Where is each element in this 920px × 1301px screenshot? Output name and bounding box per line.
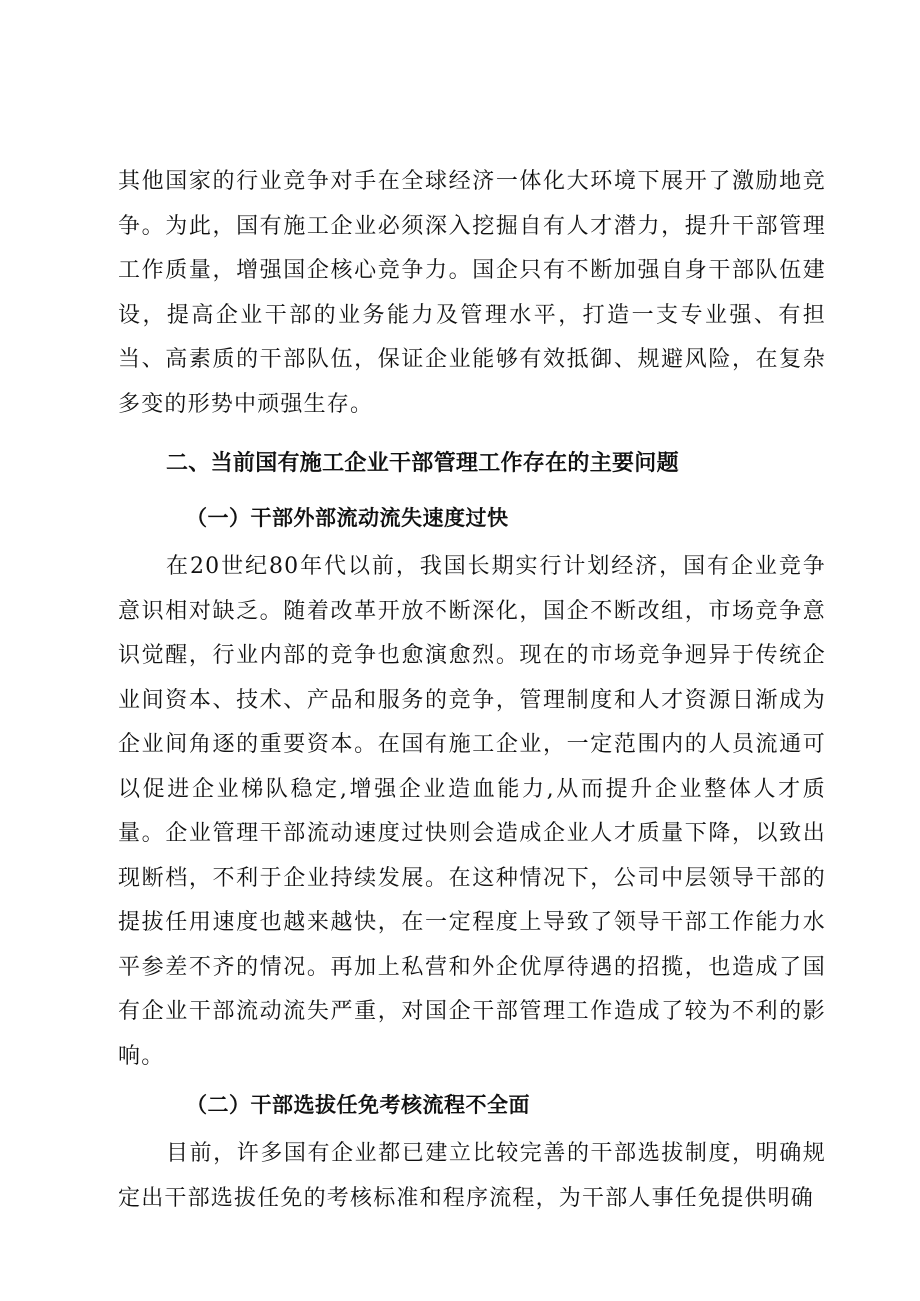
document-body	[118, 160, 826, 1221]
paragraph-continued: 其他国家的行业竞争对手在全球经济一体化大环境下展开了激励地竞争。为此，国有施工企业必须深入挖掘自有人才潜力，提升干部管理工作质量，增强国企核心竞争力。国企只有不断加强自身干部队伍建设，提高企业干部的业务能力及管理水平，打造一支专业强、有担当、高素质的干部队伍，保证企业能够有效抵御、规避风险，在复杂多变的形势中顽强生存。	[118, 169, 826, 417]
paragraph-subsection-2: 目前，许多国有企业都已建立比较完善的干部选拔制度，明确规定出干部选拔任免的考核标准和程序流程，为干部人事任免提供明确	[118, 1141, 826, 1211]
subsection-heading-1: （一）干部外部流动流失速度过快	[186, 506, 509, 530]
section-heading: 二、当前国有施工企业干部管理工作存在的主要问题	[166, 451, 679, 476]
subsection-heading-2: （二）干部选拔任免考核流程不全面	[186, 1093, 530, 1117]
paragraph-subsection-1: 在20世纪80年代以前，我国长期实行计划经济，国有企业竞争意识相对缺乏。随着改革开放不断深化，国企不断改组，市场竞争意识觉醒，行业内部的竞争也愈演愈烈。现在的市场竞争迥异于传统企业间资本、技术、产品和服务的竞争，管理制度和人才资源日渐成为企业间角逐的重要资本。在国有施工企业，一定范围内的人员流通可以促进企业梯队稳定,增强企业造血能力,从而提升企业整体人才质量。企业管理干部流动速度过快则会造成企业人才质量下降，以致出现断档，不利于企业持续发展。在这种情况下，公司中层领导干部的提拔任用速度也越来越快，在一定程度上导致了领导干部工作能力水平参差不齐的情况。再加上私营和外企优厚待遇的招揽，也造成了国有企业干部流动流失严重，对国企干部管理工作造成了较为不利的影响。	[118, 554, 826, 1069]
